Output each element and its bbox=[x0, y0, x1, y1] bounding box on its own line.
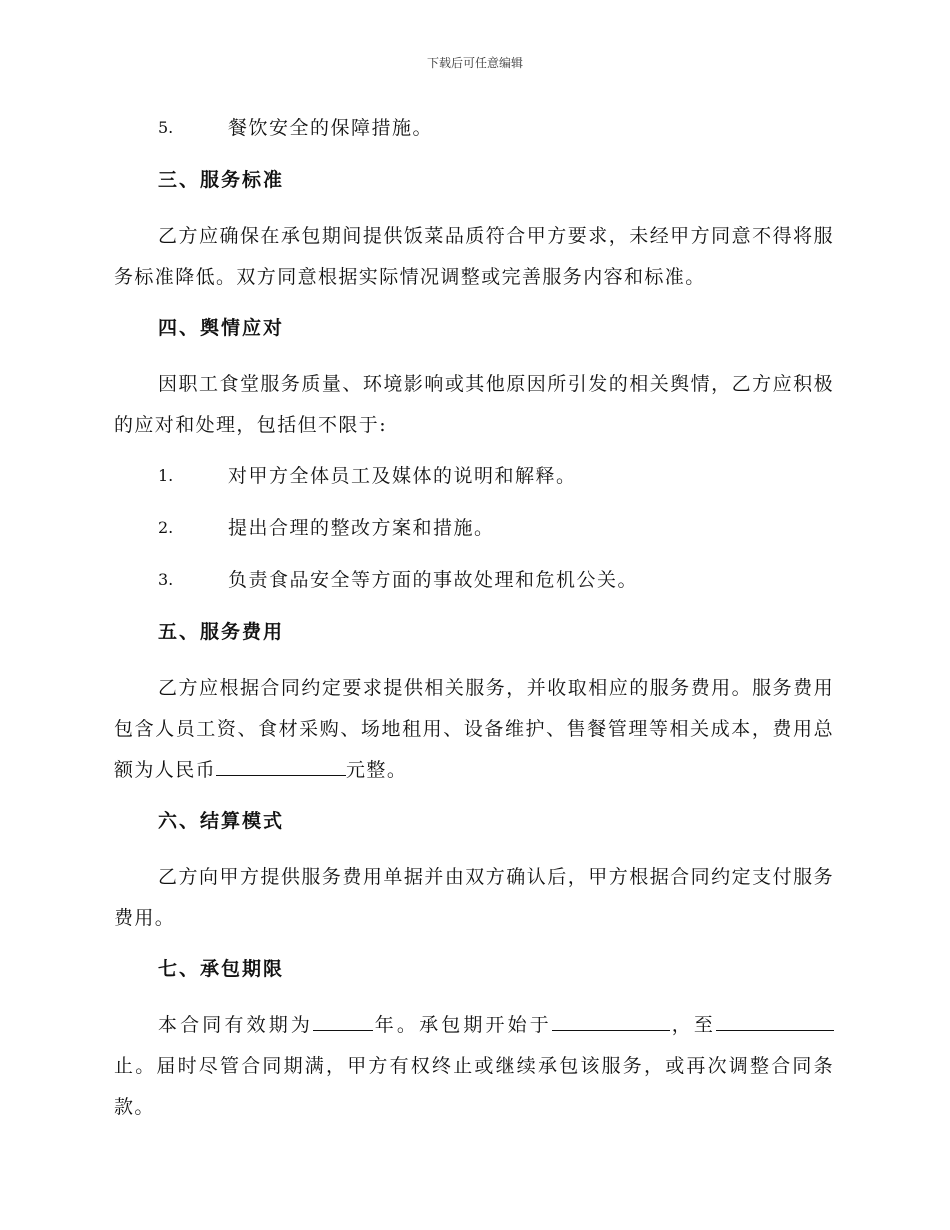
start-date-blank bbox=[552, 1010, 670, 1031]
term-text-4: 止。届时尽管合同期满，甲方有权终止或继续承包该服务，或再次调整合同条款。 bbox=[114, 1055, 834, 1118]
list-number: 5. bbox=[158, 118, 174, 137]
section-paragraph-4: 因职工食堂服务质量、环境影响或其他原因所引发的相关舆情，乙方应积极的应对和处理，包括但不限于: bbox=[114, 373, 834, 436]
header-note: 下载后可任意编辑 bbox=[426, 56, 523, 70]
list-number: 3. bbox=[158, 570, 174, 589]
section-heading-7: 七、承包期限 bbox=[158, 958, 285, 980]
list-item bbox=[114, 564, 834, 596]
end-date-blank bbox=[716, 1010, 834, 1031]
section-paragraph-7 bbox=[114, 1005, 834, 1128]
fee-amount-blank bbox=[216, 755, 346, 776]
document-body bbox=[114, 112, 834, 1142]
section-heading-6: 六、结算模式 bbox=[158, 810, 285, 832]
term-text-2: 年。承包期开始于 bbox=[373, 1014, 552, 1036]
term-years-blank bbox=[313, 1010, 373, 1031]
section-paragraph-5 bbox=[114, 668, 834, 791]
section-heading-4: 四、舆情应对 bbox=[158, 317, 285, 339]
section-heading-5: 五、服务费用 bbox=[158, 621, 285, 643]
section-paragraph-6: 乙方向甲方提供服务费用单据并由双方确认后，甲方根据合同约定支付服务费用。 bbox=[114, 866, 834, 929]
fee-text-before: 乙方应根据合同约定要求提供相关服务，并收取相应的服务费用。服务费用包含人员工资、食材采购、场地租用、设备维护、售餐管理等相关成本，费用总额为人民币 bbox=[114, 677, 834, 781]
list-text: 提出合理的整改方案和措施。 bbox=[228, 517, 495, 539]
list-item bbox=[114, 460, 834, 492]
list-item bbox=[114, 112, 834, 144]
section-paragraph-3: 乙方应确保在承包期间提供饭菜品质符合甲方要求，未经甲方同意不得将服务标准降低。双方同意根据实际情况调整或完善服务内容和标准。 bbox=[114, 225, 834, 288]
list-text: 对甲方全体员工及媒体的说明和解释。 bbox=[228, 465, 577, 487]
list-text: 餐饮安全的保障措施。 bbox=[228, 117, 434, 139]
section-heading-3: 三、服务标准 bbox=[158, 169, 285, 191]
term-text-1: 本合同有效期为 bbox=[158, 1014, 314, 1036]
fee-text-after: 元整。 bbox=[346, 759, 408, 781]
list-number: 1. bbox=[158, 466, 174, 485]
list-item bbox=[114, 512, 834, 544]
term-text-3: ，至 bbox=[669, 1014, 716, 1036]
list-text: 负责食品安全等方面的事故处理和危机公关。 bbox=[228, 569, 639, 591]
list-number: 2. bbox=[158, 518, 174, 537]
